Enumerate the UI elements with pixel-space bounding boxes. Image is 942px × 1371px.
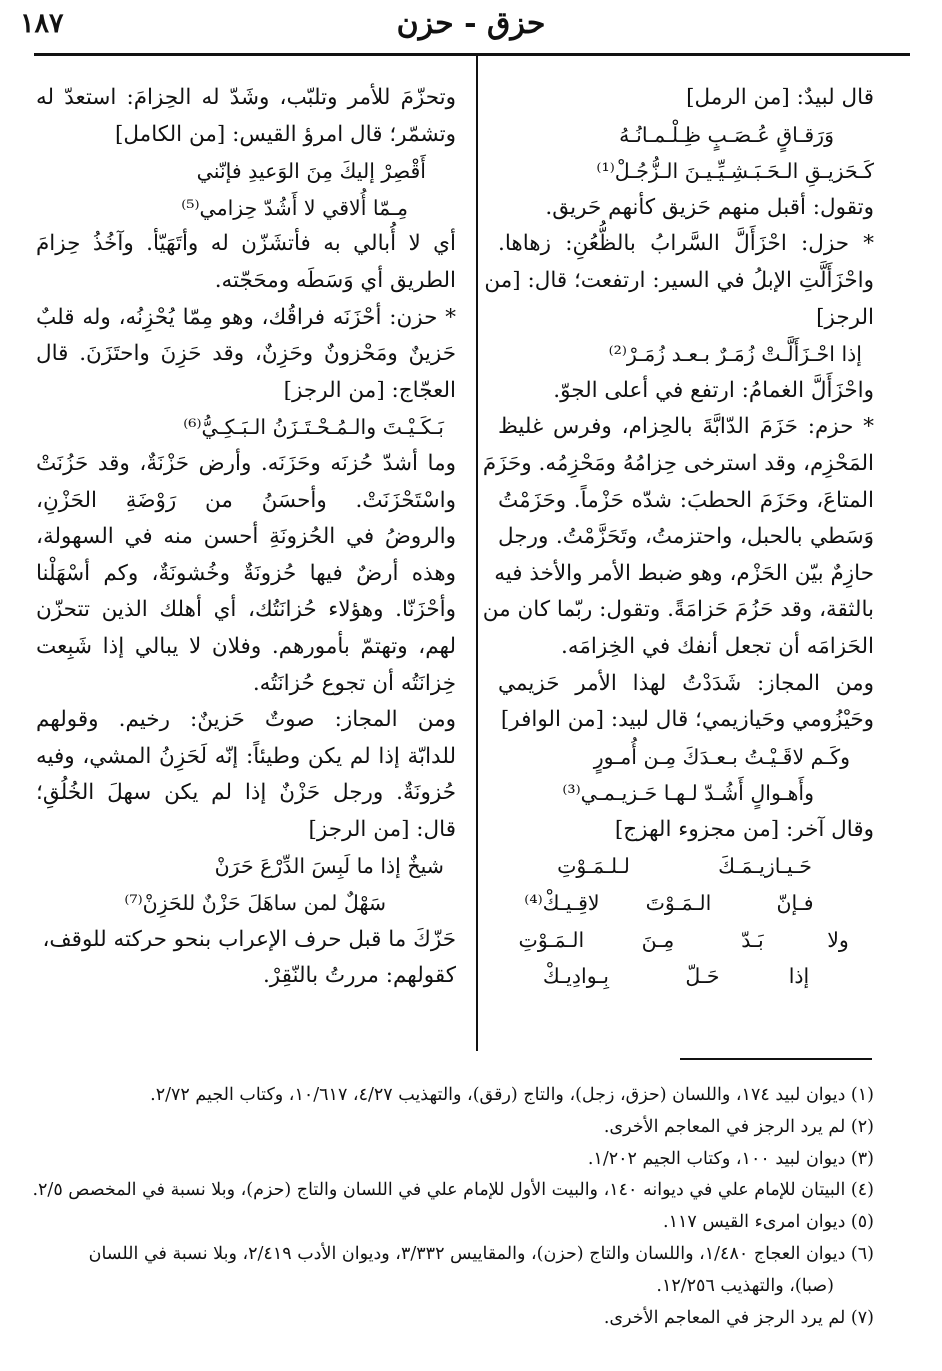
page-title: حزق - حزن	[396, 6, 546, 41]
footnotes	[32, 1080, 874, 1334]
text-line: قال لبيدٌ: [من الرمل]	[686, 85, 874, 110]
verse-line: وكَـم لاقَـيْـتُ بـعـدَكَ مِـن أُمـورٍ	[593, 744, 850, 769]
text-line: والروضُ في الحُزونَةِ أحسن منه في السهولة،	[36, 524, 456, 550]
text-line: لهم، وتهتمّ بأمورهم. وفلان لا يبالي إذا شَبِعت	[36, 633, 456, 659]
verse-row	[498, 958, 874, 995]
text-line: وَسَطي بالحبل، واحتزمتُ، وتَحَزَّمْتُ. ورجل	[498, 524, 874, 550]
text-line: وتقول: أقبل منهم حَزيق كأنهم حَريق.	[545, 194, 874, 220]
verse-word: فـإنّ	[776, 891, 814, 916]
verse-word: حَـلّ	[685, 964, 720, 989]
text-line: وهذه أرضٌ فيها حُزونَةٌ وخُشونَةٌ، وكم أسْهَلْنا	[36, 560, 456, 586]
text-line: حازِمٌ بيّن الحَزْم، وهو ضبط الأمر والأخذ فيه	[494, 560, 874, 586]
footnote: (٣) ديوان لبيد ١٠٠، وكتاب الجيم ١/٢٠٢.	[587, 1148, 874, 1169]
text-line: الطريق أي وَسَطَه ومحَجّته.	[214, 267, 456, 293]
right-column	[482, 80, 874, 995]
footnote: (٤) البيتان للإمام علي في ديوانه ١٤٠، والبيت الأول للإمام علي في اللسان والتاج (حزم)، وبلا نسبة في المخصص ٢/٥.	[32, 1180, 874, 1201]
verse-line: سَهْلٌ لمن ساهَلَ حَزْنٌ للحَزِنْ⁽⁷⁾	[124, 891, 386, 916]
text-line: وحَيْزُومي وحَيازيمي؛ قال لبيد: [من الوافر]	[500, 707, 874, 733]
left-column	[36, 80, 456, 995]
footnote: (١) ديوان لبيد ١٧٤، واللسان (حزق، زجل)، والتاج (رقق)، والتهذيب ٤/٢٧، ١٠/٦١٧، وكتاب الجيم ٢/٧٢.	[150, 1085, 874, 1105]
verse-word: ولا	[827, 927, 849, 952]
text-line: * حزم: حَزَمَ الدّابَّةَ بالحِزام، وفرس غليظ	[498, 414, 874, 440]
footnote: (٥) ديوان امرىء القيس ١١٧.	[663, 1212, 874, 1233]
verse-row	[498, 922, 874, 959]
text-line: حَزينٌ ومَحْزونٌ وحَزِنٌ، وقد حَزِنَ واحتَزَنَ. قال	[36, 341, 456, 367]
verse-line: إذا احْـزَأَلَّـتْ زُمَـرٌ بـعـد زُمَـرْ⁽²⁾	[608, 342, 862, 367]
verse-word: بِـوادِيـكْ	[542, 964, 609, 989]
verse-row	[498, 885, 874, 922]
verse-line: مِـمّا أُلاقي لا أَشُدّ حِزامي⁽⁵⁾	[181, 195, 408, 220]
footnote: (٦) ديوان العجاج ١/٤٨٠، واللسان والتاج (حزن)، والمقاييس ٣/٣٣٢، وديوان الأدب ٢/٤١٩، وبلا نسبة في اللسان	[88, 1243, 874, 1264]
verse-word: بَـدّ	[741, 927, 764, 952]
verse-word: لـلـمَـوْتِ	[557, 854, 630, 879]
text-line: قال: [من الرجز]	[308, 816, 456, 842]
text-line: * حزن: أحْزَنَه فراقُك، وهو مِمّا يُحْزِنُه، وله قلبٌ	[36, 304, 456, 330]
text-line: الرجز]	[816, 304, 874, 330]
text-line: حُزونَةٌ. ورجل حَزْنٌ إذا لم يكن سهلَ الخُلُقِ؛	[36, 780, 456, 806]
verse-line: وَرَقـاقٍ عُـصَـبٍ ظِـلْـمـانُـهُ	[619, 122, 834, 147]
verse-word: إذا	[788, 964, 810, 989]
verse-line: شيخٌ إذا ما لَبِسَ الدِّرْعَ حَرَنْ	[214, 854, 444, 879]
verse-word: لاقِـيـكْ⁽⁴⁾	[524, 891, 600, 916]
column-divider	[476, 56, 478, 1051]
page-number: ١٨٧	[20, 8, 64, 39]
text-line: كقولهم: مررتُ بالنّقِرْ.	[262, 963, 456, 989]
footnote-rule	[680, 1058, 872, 1060]
verse-word: الـمَـوْتَ	[645, 891, 712, 916]
text-line: الحَزامَه أن تجعل أنفك في الخِزامَه.	[561, 633, 874, 659]
text-line: * حزل: احْزَأَلَّ السَّرابُ بالظُّعُنِ: زهاها.	[498, 231, 874, 257]
footnote: (٢) لم يرد الرجز في المعاجم الأخرى.	[603, 1116, 874, 1137]
text-line: خِزانَتُه أن تجوع حُزانَتُه.	[252, 670, 456, 696]
text-line: المتاعَ، وحَزَمَ الحطبَ: شدّه حَزْماً. وحَزَمْتُ	[498, 487, 874, 513]
text-line: واسْتَحْزَنَتْ. وأحسَنُ من رَوْضَةِ الحَزْنِ،	[36, 487, 456, 513]
verse-word: الـمَـوْتِ	[518, 927, 585, 952]
text-line: ومن المجاز: صوتٌ حَزينٌ: رخيم. وقولهم	[36, 707, 456, 733]
verse-word: حَـيـازيـمَـكَ	[718, 854, 812, 879]
verse-word: مِـنَ	[641, 927, 675, 952]
text-line: وتحزّمَ للأمر وتلبّب، وشَدّ له الحِزامَ: استعدّ له	[36, 85, 456, 110]
verse-line: أَقْصِرْ إليكَ مِنَ الوَعيدِ فإنّني	[196, 159, 426, 184]
text-line: أي لا أُبالي به فأتشَزّن له وأتَهَيّأ. وآخُذُ حِزامَ	[36, 231, 456, 257]
text-line: وما أشدّ حُزنَه وحَزَنَه. وأرض حَزْنَةٌ، وقد حَزُنَتْ	[36, 450, 456, 476]
text-line: ومن المجاز: شَدَدْتُ لهذا الأمر حَزيمي	[498, 670, 874, 696]
text-line: واحْزَأَلَّتِ الإبلُ في السير: ارتفعت؛ قال: [من	[484, 267, 874, 293]
verse-line: وأَهـوالٍ أَشُـدّ لـهـا حَـزيـمـي⁽³⁾	[562, 781, 814, 806]
verse-row	[498, 848, 874, 885]
text-line: وأحْزَنّا. وهؤلاء حُزانَتُك، أي أهلك الذين تتحزّن	[36, 597, 456, 623]
text-line: حَزّكَ ما قبل حرف الإعراب بنحو حركته للوقف،	[42, 926, 456, 952]
page-header	[0, 0, 942, 52]
text-line: العجّاج: [من الرجز]	[283, 377, 456, 403]
verse-line: بَـكَـيْـتَ والـمُـحْـتَـزَنُ الـبَـكِـيُّ⁽⁶⁾	[183, 415, 444, 440]
header-rule	[34, 53, 910, 56]
verse-line: كَـحَزيـقِ الـحَـبَـشِـيِّـيـنَ الـزُّجُـلْ⁽¹⁾	[596, 159, 874, 184]
footnote-continuation: (صبا)، والتهذيب ١٢/٢٥٦.	[656, 1275, 834, 1296]
text-line: للدابّة إذا لم يكن وطيئاً: إنّه لَحَزِنُ المشي، وفيه	[36, 743, 456, 769]
text-line: واحْزَأَلَّ الغمامُ: ارتفع في أعلى الجوّ.	[553, 377, 874, 403]
text-line: وتشمّر؛ قال امرؤ القيس: [من الكامل]	[115, 121, 456, 147]
footnote: (٧) لم يرد الرجز في المعاجم الأخرى.	[603, 1307, 874, 1328]
text-line: بالثقة، وقد حَزُمَ حَزامَةً. وتقول: ربّما كان من	[482, 597, 874, 623]
text-line: وقال آخر: [من مجزوء الهزج]	[614, 816, 874, 842]
text-line: المَحْزِم، وقد استرخى حِزامُهُ ومَحْزِمُه. وحَزَمَ	[482, 450, 874, 476]
